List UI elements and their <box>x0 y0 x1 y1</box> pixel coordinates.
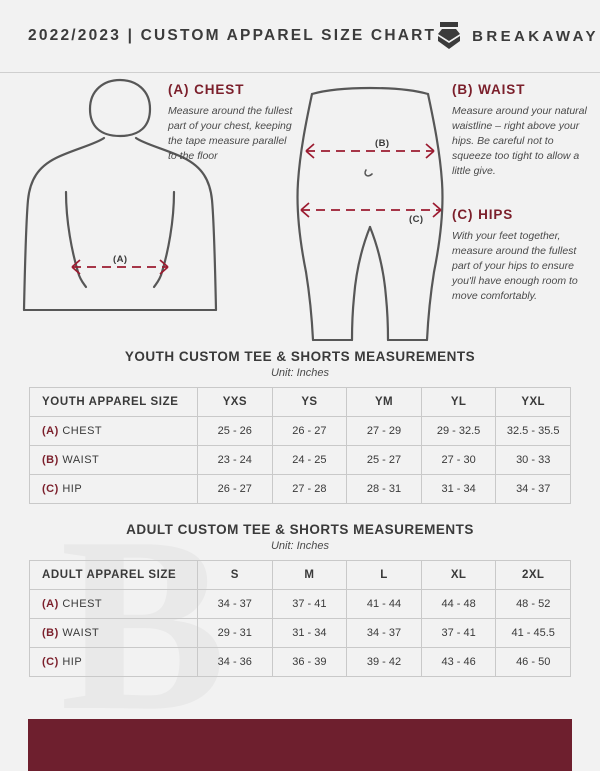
row-label: WAIST <box>62 454 100 466</box>
youth-waist-ys: 24 - 25 <box>272 446 347 475</box>
youth-header-yxs: YXS <box>198 388 273 417</box>
measurement-diagram <box>0 72 600 347</box>
adult-row-chest-label <box>30 590 198 619</box>
callout-hips-text: With your feet together, measure around the fullest part of your hips to ensure you'll have enough room to move comfortably. <box>452 230 578 302</box>
table-header-row <box>30 561 571 590</box>
youth-waist-yxl: 30 - 33 <box>496 446 571 475</box>
adult-waist-m: 31 - 34 <box>272 619 347 648</box>
youth-table-unit: Unit: Inches <box>270 367 330 379</box>
adult-chest-2xl: 48 - 52 <box>496 590 571 619</box>
adult-chest-s: 34 - 37 <box>198 590 273 619</box>
youth-waist-yxs: 23 - 24 <box>198 446 273 475</box>
adult-hip-l: 39 - 42 <box>347 648 422 677</box>
callout-chest <box>168 82 298 164</box>
youth-header-ym: YM <box>347 388 422 417</box>
table-row <box>30 446 571 475</box>
youth-chest-yxs: 25 - 26 <box>198 417 273 446</box>
callout-waist-text: Measure around your natural waistline – right above your hips. Be careful not to squeeze too tight to allow a little give. <box>452 105 587 177</box>
adult-chest-xl: 44 - 48 <box>421 590 496 619</box>
youth-waist-yl: 27 - 30 <box>421 446 496 475</box>
youth-table-title: YOUTH CUSTOM TEE & SHORTS MEASUREMENTS <box>124 349 476 364</box>
callout-hips <box>452 207 592 304</box>
youth-chest-ym: 27 - 29 <box>347 417 422 446</box>
table-row <box>30 648 571 677</box>
adult-row-hip-label <box>30 648 198 677</box>
row-label: WAIST <box>62 627 100 639</box>
marker-waist: (B) <box>375 138 390 149</box>
row-code: (A) <box>42 598 59 610</box>
table-row <box>30 475 571 504</box>
callout-hips-title: (C) HIPS <box>452 207 514 222</box>
table-row <box>30 619 571 648</box>
table-header-row <box>30 388 571 417</box>
row-code: (C) <box>42 656 59 668</box>
adult-chest-l: 41 - 44 <box>347 590 422 619</box>
youth-chest-yl: 29 - 32.5 <box>421 417 496 446</box>
adult-table-title: ADULT CUSTOM TEE & SHORTS MEASUREMENTS <box>126 522 474 537</box>
row-label: HIP <box>62 483 83 495</box>
page-title: 2022/2023 | CUSTOM APPAREL SIZE CHART <box>28 27 437 44</box>
adult-header-xl: XL <box>421 561 496 590</box>
youth-chest-ys: 26 - 27 <box>272 417 347 446</box>
table-row <box>30 590 571 619</box>
youth-hip-yl: 31 - 34 <box>421 475 496 504</box>
youth-hip-ym: 28 - 31 <box>347 475 422 504</box>
adult-measurements-section <box>0 522 600 677</box>
youth-row-chest-label <box>30 417 198 446</box>
adult-header-m: M <box>272 561 347 590</box>
adult-waist-xl: 37 - 41 <box>421 619 496 648</box>
brand-name: BREAKAWAY <box>472 27 599 45</box>
youth-hip-yxl: 34 - 37 <box>496 475 571 504</box>
adult-hip-m: 36 - 39 <box>272 648 347 677</box>
footer-bar <box>28 719 572 771</box>
adult-header-size: ADULT APPAREL SIZE <box>30 561 198 590</box>
youth-header-yl: YL <box>421 388 496 417</box>
youth-hip-yxs: 26 - 27 <box>198 475 273 504</box>
youth-waist-ym: 25 - 27 <box>347 446 422 475</box>
youth-row-hip-label <box>30 475 198 504</box>
adult-header-2xl: 2XL <box>496 561 571 590</box>
marker-chest: (A) <box>113 254 128 265</box>
row-label: CHEST <box>62 425 103 437</box>
brand-lockup <box>436 19 599 53</box>
row-label: HIP <box>62 656 83 668</box>
callout-chest-title: (A) CHEST <box>168 82 245 97</box>
youth-chest-yxl: 32.5 - 35.5 <box>496 417 571 446</box>
row-code: (B) <box>42 627 59 639</box>
adult-header-s: S <box>198 561 273 590</box>
youth-row-waist-label <box>30 446 198 475</box>
row-code: (C) <box>42 483 59 495</box>
callout-waist <box>452 82 587 179</box>
youth-hip-ys: 27 - 28 <box>272 475 347 504</box>
callout-chest-text: Measure around the fullest part of your chest, keeping the tape measure parallel to the floor <box>168 105 293 162</box>
youth-header-size: YOUTH APPAREL SIZE <box>30 388 198 417</box>
youth-header-yxl: YXL <box>496 388 571 417</box>
table-row <box>30 417 571 446</box>
adult-hip-2xl: 46 - 50 <box>496 648 571 677</box>
adult-waist-s: 29 - 31 <box>198 619 273 648</box>
page-header <box>0 0 600 72</box>
youth-measurements-table <box>29 387 571 504</box>
row-code: (A) <box>42 425 59 437</box>
adult-hip-s: 34 - 36 <box>198 648 273 677</box>
breakaway-b-logo-icon <box>436 19 462 53</box>
adult-measurements-table <box>29 560 571 677</box>
callout-waist-title: (B) WAIST <box>452 82 526 97</box>
adult-table-unit: Unit: Inches <box>270 540 330 552</box>
row-code: (B) <box>42 454 59 466</box>
youth-measurements-section <box>0 349 600 504</box>
youth-header-ys: YS <box>272 388 347 417</box>
marker-hips: (C) <box>409 214 424 225</box>
adult-row-waist-label <box>30 619 198 648</box>
adult-waist-l: 34 - 37 <box>347 619 422 648</box>
adult-header-l: L <box>347 561 422 590</box>
adult-waist-2xl: 41 - 45.5 <box>496 619 571 648</box>
adult-chest-m: 37 - 41 <box>272 590 347 619</box>
adult-hip-xl: 43 - 46 <box>421 648 496 677</box>
row-label: CHEST <box>62 598 103 610</box>
